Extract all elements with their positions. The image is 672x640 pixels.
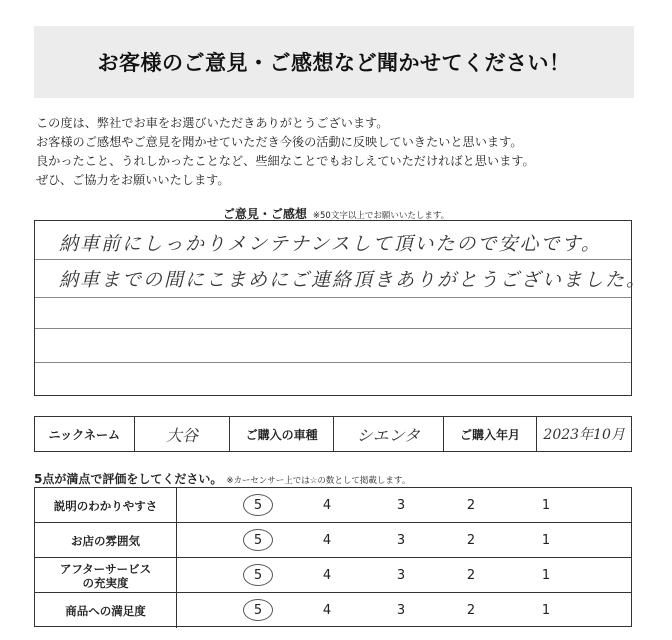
score-option-3[interactable]: 3	[396, 498, 406, 513]
rating-label: 商品への満足度	[35, 593, 177, 628]
ruled-line	[35, 259, 631, 260]
score-option-1[interactable]: 1	[541, 498, 551, 513]
score-option-5[interactable]: 5	[243, 558, 273, 593]
rating-row	[35, 558, 631, 593]
handwritten-line: 納車前にしっかりメンテナンスして頂いたので安心です。	[59, 233, 602, 255]
ruled-line	[35, 362, 631, 363]
opinion-heading-label: ご意見・ご感想	[222, 207, 307, 221]
intro-text	[36, 114, 636, 190]
score-option-4[interactable]: 4	[322, 533, 332, 548]
handwritten-line: 納車までの間にこまめにご連絡頂きありがとうございました。	[59, 269, 648, 291]
date-label: ご購入年月	[444, 417, 538, 451]
score-option-4[interactable]: 4	[322, 603, 332, 618]
score-option-2[interactable]: 2	[466, 603, 476, 618]
rating-label-line: の充実度	[82, 575, 129, 590]
rating-row	[35, 523, 631, 558]
rating-label	[35, 558, 177, 593]
car-value[interactable]: シエンタ	[334, 417, 444, 451]
nickname-label: ニックネーム	[35, 417, 135, 451]
score-option-1[interactable]: 1	[541, 603, 551, 618]
opinion-box[interactable]	[34, 220, 648, 396]
rating-label-line: アフターサービス	[59, 561, 152, 576]
rating-row	[35, 593, 631, 628]
intro-line: 良かったこと、うれしかったことなど、些細なことでもおしえていただければと思います。	[36, 154, 535, 168]
date-value[interactable]: 2023年10月	[543, 427, 625, 443]
rating-heading	[34, 470, 410, 487]
nickname-value[interactable]: 大谷	[135, 417, 231, 451]
score-option-5[interactable]: 5	[243, 523, 273, 558]
car-label: ご購入の車種	[230, 417, 334, 451]
rating-table	[34, 487, 632, 627]
title-band	[34, 26, 634, 98]
intro-line: お客様のご感想やご意見を聞かせていただき今後の活動に反映していきたいと思います。	[36, 135, 523, 149]
intro-line: この度は、弊社でお車をお選びいただきありがとうございます。	[36, 116, 389, 130]
ruled-line	[35, 328, 631, 329]
score-option-5[interactable]: 5	[243, 593, 273, 628]
score-option-2[interactable]: 2	[466, 568, 476, 583]
ruled-line	[35, 297, 631, 298]
score-option-3[interactable]: 3	[396, 568, 406, 583]
rating-label: お店の雰囲気	[35, 523, 177, 558]
info-table	[34, 416, 632, 452]
score-option-2[interactable]: 2	[466, 498, 476, 513]
score-option-3[interactable]: 3	[396, 603, 406, 618]
page-title: お客様のご意見・ご感想など聞かせてください！	[97, 51, 571, 75]
score-option-5[interactable]: 5	[243, 488, 273, 523]
score-option-4[interactable]: 4	[322, 568, 332, 583]
score-option-1[interactable]: 1	[541, 568, 551, 583]
score-option-1[interactable]: 1	[541, 533, 551, 548]
rating-label: 説明のわかりやすさ	[35, 488, 177, 523]
rating-note: ※カーセンサー上では☆の数として掲載します。	[226, 476, 411, 486]
intro-line: ぜひ、ご協力をお願いいたします。	[36, 173, 230, 187]
score-option-4[interactable]: 4	[322, 498, 332, 513]
score-option-3[interactable]: 3	[396, 533, 406, 548]
opinion-note: ※50文字以上でお願いいたします。	[312, 211, 450, 221]
rating-heading-label: 5点が満点で評価をしてください。	[34, 472, 223, 486]
score-option-2[interactable]: 2	[466, 533, 476, 548]
rating-row	[35, 488, 631, 523]
